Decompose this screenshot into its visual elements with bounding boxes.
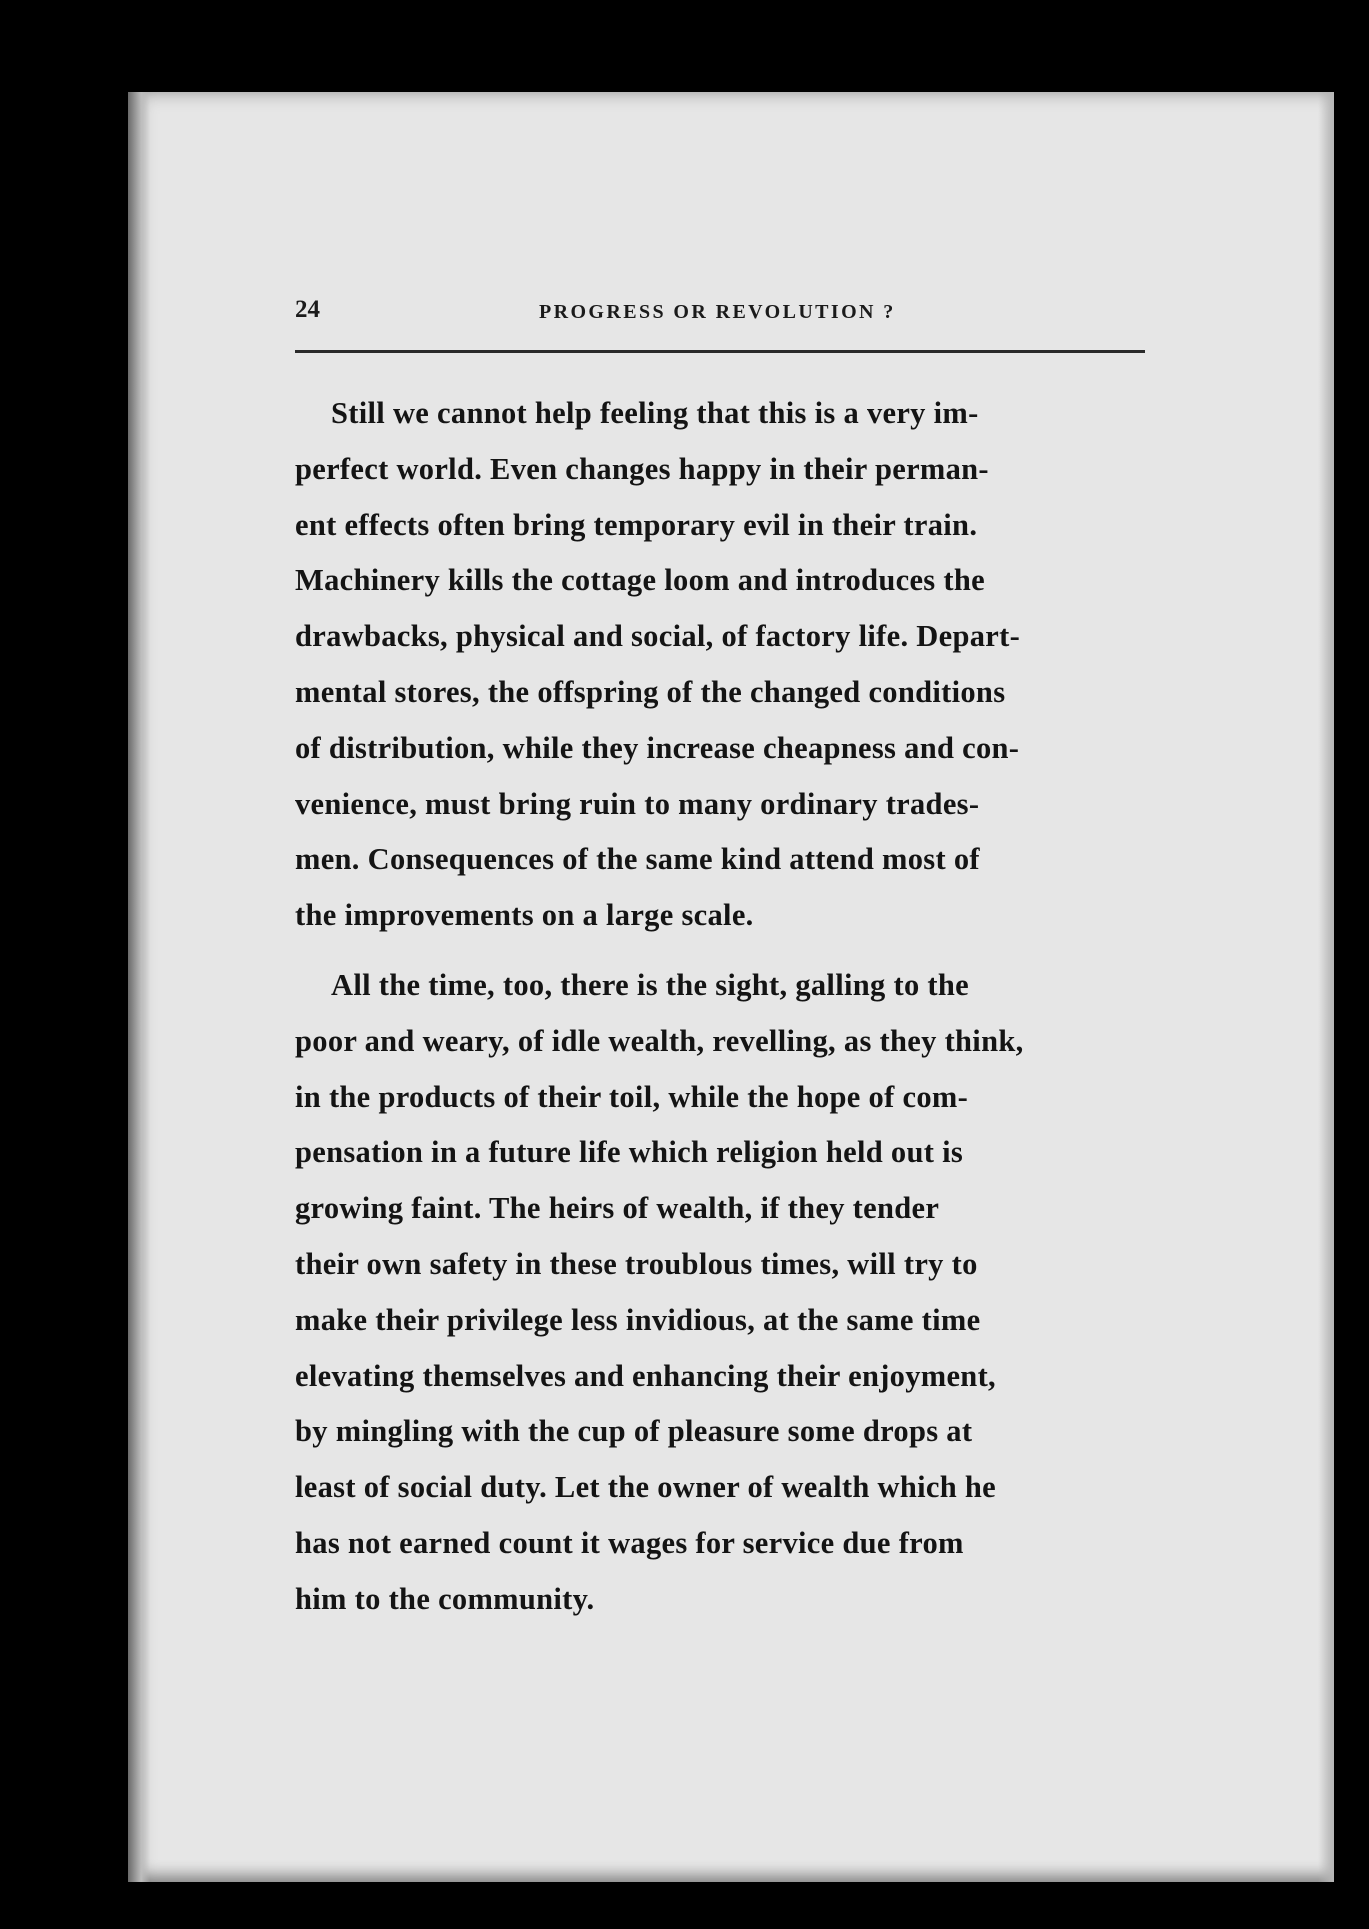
text-line: by mingling with the cup of pleasure some drops at xyxy=(295,1414,973,1449)
paragraph-1 xyxy=(295,386,1163,944)
text-line: has not earned count it wages for service due from xyxy=(295,1525,964,1560)
text-line: their own safety in these troublous times, will try to xyxy=(295,1246,978,1281)
running-head: PROGRESS OR REVOLUTION ? xyxy=(539,301,896,323)
header-rule xyxy=(295,350,1145,353)
text-line: him to the community. xyxy=(295,1581,595,1616)
text-line: Machinery kills the cottage loom and introduces the xyxy=(295,563,985,598)
text-line: the improvements on a large scale. xyxy=(295,898,754,933)
text-line: of distribution, while they increase cheapness and con- xyxy=(295,730,1020,765)
body-text xyxy=(295,386,1163,1628)
text-line: elevating themselves and enhancing their enjoyment, xyxy=(295,1358,996,1393)
text-line: make their privilege less invidious, at the same time xyxy=(295,1302,981,1337)
text-line: pensation in a future life which religion held out is xyxy=(295,1135,964,1170)
page-header xyxy=(295,292,1145,332)
text-line: ent effects often bring temporary evil in their train. xyxy=(295,507,978,542)
text-line: All the time, too, there is the sight, galling to the xyxy=(331,967,969,1002)
page-number: 24 xyxy=(295,296,320,323)
text-line: mental stores, the offspring of the changed conditions xyxy=(295,674,1006,709)
text-line: venience, must bring ruin to many ordinary trades- xyxy=(295,786,980,821)
text-line: perfect world. Even changes happy in their perman- xyxy=(295,451,989,486)
text-line: in the products of their toil, while the hope of com- xyxy=(295,1079,969,1114)
text-line: least of social duty. Let the owner of wealth which he xyxy=(295,1470,997,1505)
text-line: men. Consequences of the same kind attend most of xyxy=(295,842,980,877)
text-line: poor and weary, of idle wealth, revelling, as they think, xyxy=(295,1023,1024,1058)
text-line: growing faint. The heirs of wealth, if they tender xyxy=(295,1191,940,1226)
paragraph-2 xyxy=(295,958,1163,1628)
text-line: Still we cannot help feeling that this is a very im- xyxy=(331,396,979,430)
text-line: drawbacks, physical and social, of factory life. Depart- xyxy=(295,619,1021,654)
